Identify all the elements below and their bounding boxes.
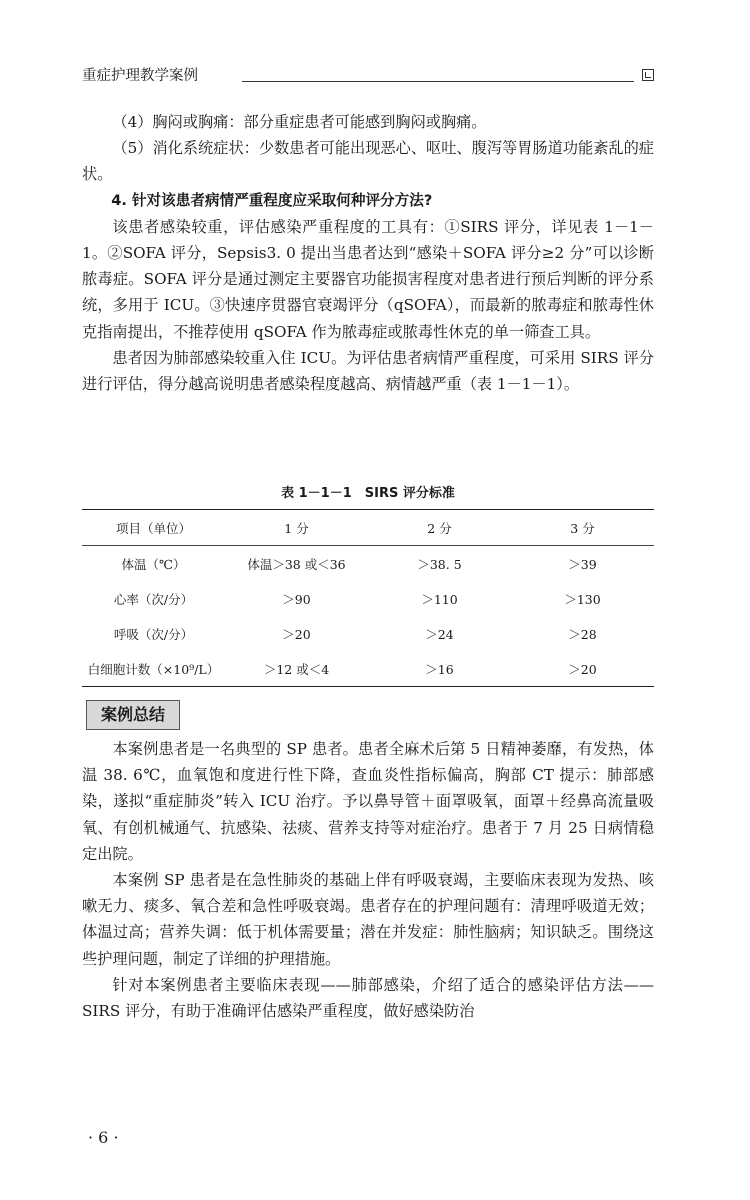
sirs-table [82,509,654,687]
table-cell: ＞20 [282,626,311,642]
question-heading: 4. 针对该患者病情严重程度应采取何种评分方法? [111,191,433,209]
table-cell: ＞12 或＜4 [225,651,368,687]
table-row [82,581,654,616]
header-rule [242,81,634,82]
table-caption: 表 1－1－1 SIRS 评分标准 [281,486,455,501]
table-cell: 白细胞计数（×10⁹/L） [82,651,225,687]
paragraph: 本案例 SP 患者是在急性肺炎的基础上伴有呼吸衰竭，主要临床表现为发热、咳嗽无力、痰多、氧合差和急性呼吸衰竭。患者存在的护理问题有：清理呼吸道无效；体温过高；营养失调：低于机体需要量；潜在并发症：肺性脑病；知识缺乏。围绕这些护理问题，制定了详细的护理措施。 [82,871,654,968]
table-header-row [82,510,654,546]
table-cell: ＞24 [425,626,454,642]
table-cell: ＞130 [564,591,601,607]
paragraph: 针对本案例患者主要临床表现——肺部感染，介绍了适合的感染评估方法——SIRS 评分，有助于准确评估感染严重程度，做好感染防治 [82,975,654,1021]
paragraph: （5）消化系统症状：少数患者可能出现恶心、呕吐、腹泻等胃肠道功能紊乱的症状。 [82,139,654,184]
section-title: 案例总结 [86,700,180,730]
table-row [82,546,654,582]
paragraph: 患者因为肺部感染较重入住 ICU。为评估患者病情严重程度，可采用 SIRS 评分进行评估，得分越高说明患者感染程度越高、病情越严重（表 1－1－1）。 [82,348,654,394]
body-text-top [82,109,654,397]
corner-mark-icon [642,69,654,81]
paragraph: 该患者感染较重，评估感染严重程度的工具有：①SIRS 评分，详见表 1－1－1。②SOFA 评分，Sepsis3. 0 提出当患者达到“感染＋SOFA 评分≥2 分”可以诊断脓毒症。SOFA 评分是通过测定主要器官功能损害程度对患者进行预后判断的评分系统，多用于 ICU。③快速序贯器官衰竭评分（qSOFA），而最新的脓毒症和脓毒性休克指南提出，不推荐使用 qSOFA 作为脓毒症或脓毒性休克的单一筛查工具。 [82,217,654,341]
table-header-cell: 项目（单位） [82,510,225,546]
table-header-cell: 2 分 [368,510,511,546]
table-cell: 体温（℃） [121,556,186,572]
body-text-bottom [82,736,654,1024]
table-row [82,651,654,687]
table-cell: ＞28 [568,626,597,642]
paragraph: （4）胸闷或胸痛：部分重症患者可能感到胸闷或胸痛。 [112,113,487,131]
table-row [82,616,654,651]
table-cell: 体温＞38 或＜36 [247,556,346,572]
table-cell: ＞16 [368,651,511,687]
table-cell: 呼吸（次/分） [113,626,194,642]
table-header-cell: 1 分 [225,510,368,546]
table-cell: ＞38. 5 [417,556,462,572]
running-header [82,66,656,88]
page-number: · 6 · [88,1128,119,1147]
header-title: 重症护理教学案例 [82,68,198,84]
table-header-cell: 3 分 [511,510,654,546]
table-cell: 心率（次/分） [113,591,194,607]
paragraph: 本案例患者是一名典型的 SP 患者。患者全麻术后第 5 日精神萎靡，有发热，体温 38. 6℃，血氧饱和度进行性下降，查血炎性指标偏高，胸部 CT 提示：肺部感染，遂拟“重症肺炎”转入 ICU 治疗。予以鼻导管＋面罩吸氧，面罩＋经鼻高流量吸氧、有创机械通气、抗感染、祛痰、营养支持等对症治疗。患者于 7 月 25 日病情稳定出院。 [82,740,654,863]
table-cell: ＞90 [282,591,311,607]
table-cell: ＞110 [421,591,458,607]
table-cell: ＞39 [568,556,597,572]
table-cell: ＞20 [511,651,654,687]
